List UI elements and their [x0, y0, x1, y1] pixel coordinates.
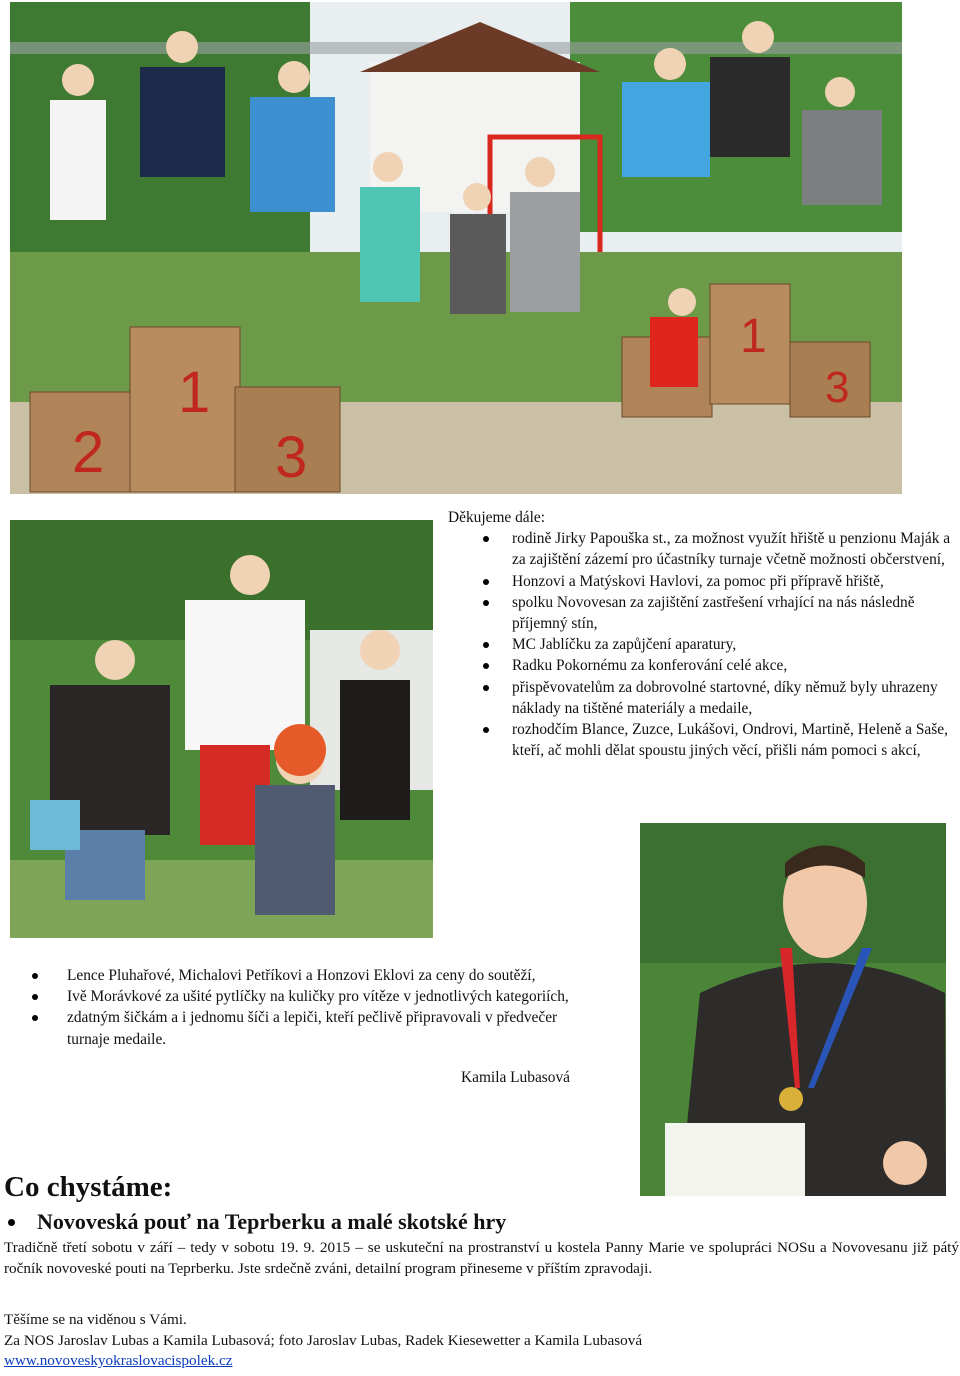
medal-handover-photo [10, 520, 433, 938]
closing [4, 1310, 642, 1372]
thanks-item: Lence Pluhařové, Michalovi Petříkovi a Honzovi Eklovi za ceny do soutěží, [3, 965, 603, 986]
thanks-list-2 [3, 965, 603, 1050]
upcoming-heading: Co chystáme: [4, 1171, 173, 1203]
bullet-icon [8, 1219, 15, 1226]
podium-photo-illustration [10, 2, 902, 494]
medalist-portrait-photo [640, 823, 946, 1196]
thanks-intro: Děkujeme dále: [448, 509, 546, 526]
website-link[interactable]: www.novoveskyokraslovacispolek.cz [4, 1352, 233, 1369]
thanks-item: zdatným šičkám a i jednomu šíči a lepiči, kteří pečlivě připravovali v předvečer turnaje medaile. [3, 1007, 603, 1049]
podium-number-2: 2 [72, 420, 105, 485]
thanks-section [448, 507, 958, 761]
thanks-item: přispěvovatelům za dobrovolné startovné, díky němuž byly uhrazeny náklady na tištěné materiály a medaile, [448, 677, 958, 719]
podium-number-3b: 3 [825, 363, 850, 412]
thanks-item: spolku Novovesan za zajištění zastřešení vrhající na nás následně příjemný stín, [448, 592, 958, 634]
thanks-item: Radku Pokornému za konferování celé akce, [448, 655, 958, 676]
credits-line: Za NOS Jaroslav Lubas a Kamila Lubasová; foto Jaroslav Lubas, Radek Kiesewetter a Kamila Lubasová [4, 1331, 643, 1349]
thanks-item: rodině Jirky Papouška st., za možnost využít hřiště u penzionu Maják a za zajištění zázemí pro účastníky turnaje včetně možnosti občerstvení, [448, 528, 958, 570]
medalist-portrait-illustration [640, 823, 946, 1196]
podium-number-3: 3 [275, 425, 308, 490]
event-description: Tradičně třetí sobotu v září – tedy v sobotu 19. 9. 2015 – se uskuteční na prostranství u kostela Panny Marie ve spolupráci NOSu a Novovesanu již pátý ročník novoveské pouti na Teprberku. Jste srdečně zváni, detailní program přineseme v příštím zpravodaji. [4, 1239, 959, 1277]
event-title [4, 1209, 506, 1235]
podium-photo [10, 2, 902, 494]
medal-handover-illustration [10, 520, 433, 938]
thanks-item: MC Jablíčku za zapůjčení aparatury, [448, 634, 958, 655]
event-title-text: Novoveská pouť na Teprberku a malé skotské hry [37, 1209, 507, 1234]
podium-number-1b: 1 [740, 310, 767, 363]
thanks-item: Ivě Morávkové za ušité pytlíčky na kuličky pro vítěze v jednotlivých kategoriích, [3, 986, 603, 1007]
closing-line: Těšíme se na viděnou s Vámi. [4, 1311, 187, 1328]
podium-number-1: 1 [178, 360, 211, 425]
thanks-item: Honzovi a Matýskovi Havlovi, za pomoc při přípravě hřiště, [448, 571, 958, 592]
thanks-section-2 [3, 965, 603, 1050]
signature: Kamila Lubasová [461, 1069, 570, 1086]
thanks-item: rozhodčím Blance, Zuzce, Lukášovi, Ondrovi, Martině, Heleně a Saše, kteří, ač mohli dělat spoustu jiných věcí, přišli nám pomoci s akcí, [448, 719, 958, 761]
thanks-list [448, 528, 958, 761]
